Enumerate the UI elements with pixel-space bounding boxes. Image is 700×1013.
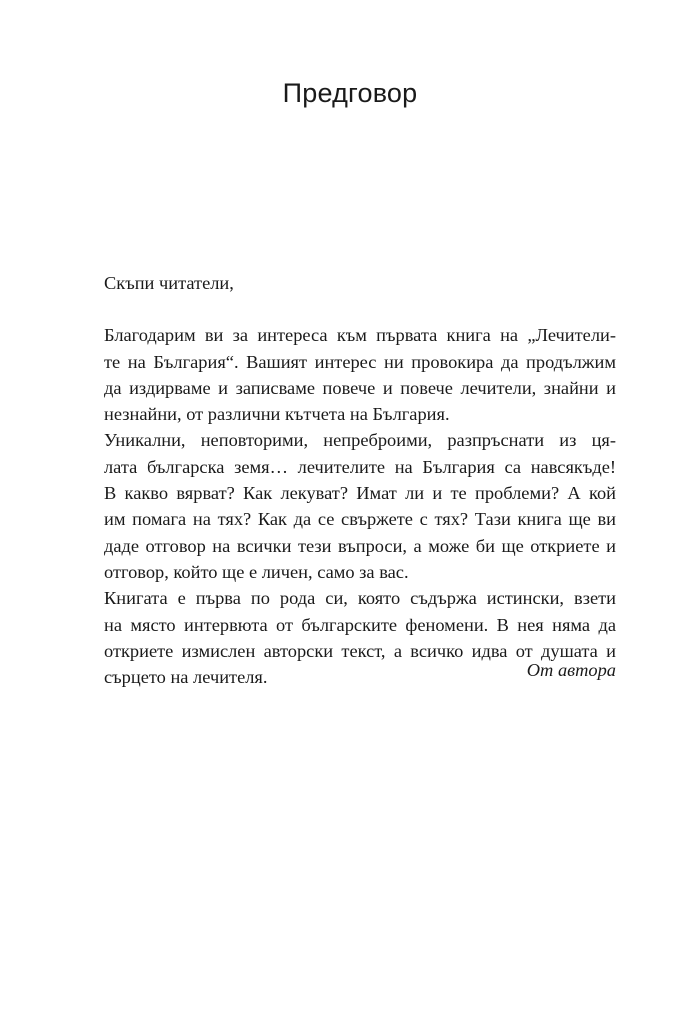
text-line: да издирваме и записваме повече и повече лечители, знайни и bbox=[104, 377, 616, 398]
text-line: В какво вярват? Как лекуват? Имат ли и те проблеми? А кой bbox=[104, 483, 616, 504]
text-line: те на България“. Вашият интерес ни провокира да продължим bbox=[104, 351, 616, 372]
paragraph-2 bbox=[104, 427, 616, 585]
text-line: откриете измислен авторски текст, а всичко идва от душата и bbox=[104, 640, 616, 661]
text-line: Книгата е първа по рода си, която съдържа истински, взети bbox=[104, 588, 616, 609]
text-line: лата българска земя… лечителите на България са навсякъде! bbox=[104, 456, 616, 477]
text-line: даде отговор на всички тези въпроси, а може би ще откриете и bbox=[104, 535, 616, 556]
page-title: Предговор bbox=[282, 78, 418, 108]
paragraph-1 bbox=[104, 322, 616, 427]
text-line: на място интервюта от българските феномени. В нея няма да bbox=[104, 614, 616, 635]
preface-body bbox=[104, 270, 616, 690]
text-line: незнайни, от различни кътчета на България. bbox=[104, 404, 450, 425]
text-line: Уникални, неповторими, непреброими, разпръснати из ця- bbox=[104, 430, 616, 451]
text-line: сърцето на лечителя. bbox=[104, 667, 268, 688]
text-line: им помага на тях? Как да се свържете с тях? Тази книга ще ви bbox=[104, 509, 616, 530]
greeting: Скъпи читатели, bbox=[104, 273, 234, 293]
text-line: Благодарим ви за интереса към първата книга на „Лечители- bbox=[104, 325, 616, 346]
text-line: отговор, който ще е личен, само за вас. bbox=[104, 561, 409, 582]
author-signature: От автора bbox=[526, 660, 616, 680]
